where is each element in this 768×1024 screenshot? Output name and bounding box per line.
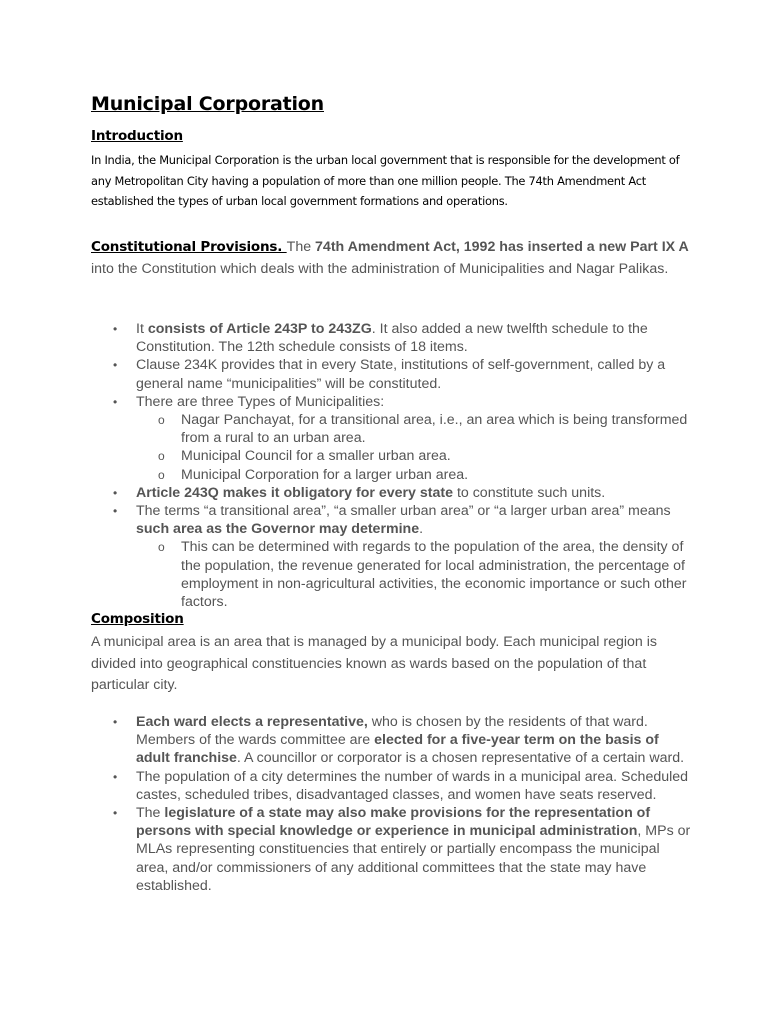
item-text: to constitute such units. <box>453 484 606 501</box>
composition-heading: Composition <box>91 611 184 627</box>
item-bold: legislature of a state may also make provisions for the representation of persons with special knowledge or experience in municipal administration <box>136 805 651 840</box>
municipality-types-list <box>136 411 691 484</box>
constitutional-provisions-paragraph <box>91 237 691 280</box>
item-text: The terms “a transitional area”, “a smaller urban area” or “a larger urban area” means <box>136 503 671 520</box>
amendment-act-bold: 74th Amendment Act, 1992 has inserted a new Part IX A <box>315 239 689 255</box>
item-bold: Each ward elects a representative, <box>136 714 368 730</box>
constitutional-bullet-list <box>91 320 691 611</box>
bullet-icon: • <box>113 715 118 729</box>
list-item <box>91 768 691 804</box>
bullet-icon: • <box>113 504 118 519</box>
bullet-icon: • <box>113 769 118 784</box>
circle-bullet-icon: o <box>158 449 165 464</box>
circle-bullet-icon: o <box>158 540 165 555</box>
introduction-heading: Introduction <box>91 128 183 144</box>
list-item <box>91 393 691 484</box>
item-text: Municipal Council for a smaller urban area. <box>181 448 451 465</box>
list-item <box>91 320 691 356</box>
item-text: Nagar Panchayat, for a transitional area, i.e., an area which is being transformed from a rural to an urban area. <box>181 412 688 447</box>
item-text: The population of a city determines the number of wards in a municipal area. Scheduled castes, scheduled tribes, disadvantaged classes, and women have seats reserved. <box>136 768 689 803</box>
sub-list-item <box>136 447 691 465</box>
bullet-icon: • <box>113 358 118 373</box>
item-text: . <box>419 521 424 538</box>
sub-list-item <box>136 411 691 447</box>
item-text: , MPs or MLAs representing constituencies that entirely or partially encompass the municipal area, and/or commissioners of any additional committees that the state may have established. <box>136 823 691 894</box>
page-title: Municipal Corporation <box>91 93 324 115</box>
composition-text: A municipal area is an area that is managed by a municipal body. Each municipal region is divided into geographical constituencies known as wards based on the population of that particular city. <box>91 634 657 693</box>
list-item <box>91 484 691 502</box>
determination-note-list <box>136 538 691 611</box>
bullet-icon: • <box>113 806 118 821</box>
sub-list-item <box>136 466 691 484</box>
list-item <box>91 713 691 768</box>
composition-bullet-list <box>91 713 691 895</box>
bullet-icon: • <box>113 394 118 409</box>
item-text: The <box>136 805 165 822</box>
constitutional-provisions-heading: Constitutional Provisions. <box>91 239 287 255</box>
bullet-icon: • <box>113 485 118 500</box>
bullet-icon: • <box>113 322 118 336</box>
item-text: It <box>136 321 148 337</box>
list-item <box>91 804 691 895</box>
item-text: Clause 234K provides that in every State, institutions of self-government, called by a general name “municipalities” will be constituted. <box>136 357 666 392</box>
item-text: This can be determined with regards to the population of the area, the density of the population, the revenue generated for local administration, the percentage of employment in non-agricultural activities, the economic importance or such other factors. <box>181 539 687 611</box>
item-text: There are three Types of Municipalities: <box>136 393 385 410</box>
item-text: who is chosen by the residents of that ward. Members of the wards committee are <box>136 714 648 749</box>
circle-bullet-icon: o <box>158 467 165 482</box>
sub-list-item <box>136 538 691 611</box>
list-item <box>91 356 691 392</box>
paragraph-lead: The <box>286 239 316 255</box>
item-bold: elected for a five-year term on the basis of adult franchise <box>136 732 659 767</box>
item-bold: consists of Article 243P to 243ZG <box>147 321 372 337</box>
item-text: . A councillor or corporator is a chosen representative of a certain ward. <box>236 750 685 767</box>
item-bold: Article 243Q makes it obligatory for every state <box>136 484 453 501</box>
introduction-text: In India, the Municipal Corporation is the urban local government that is responsible for the development of any Metropolitan City having a population of more than one million people. The 74th Amendment Act established the types of urban local government formations and operations. <box>91 153 680 208</box>
item-text: Municipal Corporation for a larger urban area. <box>181 466 469 483</box>
paragraph-rest: into the Constitution which deals with the administration of Municipalities and Nagar Palikas. <box>91 260 669 277</box>
circle-bullet-icon: o <box>158 413 165 428</box>
item-text: . It also added a new twelfth schedule to the Constitution. The 12th schedule consists of 18 items. <box>136 321 648 356</box>
item-bold: such area as the Governor may determine <box>136 521 420 538</box>
list-item <box>91 502 691 611</box>
